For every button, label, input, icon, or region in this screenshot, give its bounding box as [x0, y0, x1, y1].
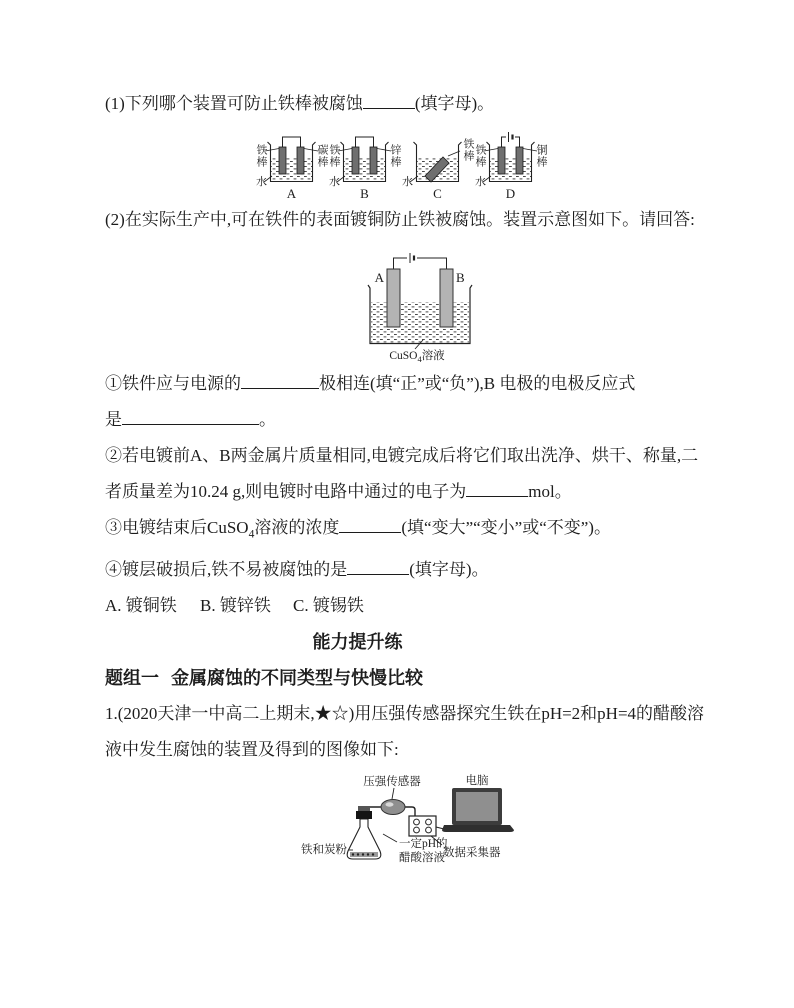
collector-port	[426, 827, 432, 833]
water-area	[271, 158, 312, 181]
solution-area	[371, 302, 469, 343]
sub-question-2-unit: mol。	[528, 482, 572, 501]
device-letter: B	[360, 186, 369, 201]
water-label: 水	[475, 176, 486, 188]
chem-subscript: 4	[248, 527, 255, 541]
left-rod-label: 铁棒	[474, 144, 486, 168]
fill-in-blank	[241, 371, 319, 389]
sub-question-2-line2	[105, 474, 714, 510]
device-C	[401, 126, 474, 202]
problem-1-line2	[105, 732, 714, 768]
apparatus-diagram	[295, 772, 545, 870]
question-1-text: (1)下列哪个装置可防止铁棒被腐蚀	[105, 94, 363, 113]
option-a: A. 镀铜铁	[105, 596, 177, 616]
laptop-base	[442, 825, 514, 832]
fill-in-blank	[339, 515, 401, 533]
collector-port	[414, 827, 420, 833]
corrosion-apparatus-figure	[295, 772, 545, 870]
problem-1-line1	[105, 696, 714, 732]
sub-question-2-text2: 者质量差为10.24 g,则电镀时电路中通过的电子为	[105, 482, 467, 501]
powder-dot	[367, 854, 369, 856]
wire	[515, 137, 520, 148]
fill-in-blank	[466, 479, 528, 497]
powder-dot	[352, 854, 354, 856]
stopper-top	[358, 806, 370, 811]
sub-question-3-text2: 溶液的浓度	[254, 518, 340, 537]
solution-label: CuSO$_4$溶液	[389, 350, 445, 362]
right-rod-label: 碳棒	[316, 144, 328, 168]
sensor-highlight	[386, 803, 394, 807]
device-D	[474, 126, 547, 202]
sub-question-3	[105, 510, 714, 552]
zinc-rod	[370, 147, 377, 174]
sub-question-4-text: ④镀层破损后,铁不易被腐蚀的是	[105, 560, 348, 580]
iron-rod	[352, 147, 359, 174]
device-B	[328, 126, 401, 202]
electrode-b-label: B	[456, 270, 465, 285]
problem-1-text2: 液中发生腐蚀的装置及得到的图像如下:	[105, 740, 399, 760]
sub-question-2-line1	[105, 438, 714, 474]
water-label: 水	[402, 176, 413, 188]
iron-rod	[279, 147, 286, 174]
stopper	[356, 811, 372, 819]
sub-question-3-text: ③电镀结束后CuSO	[105, 518, 249, 537]
sub-question-1-text: ①铁件应与电源的	[105, 374, 241, 393]
fill-in-blank	[122, 407, 259, 425]
device-letter: D	[505, 186, 516, 201]
option-c: C. 镀锡铁	[293, 596, 364, 616]
data-collector-label: 数据采集器	[443, 847, 501, 860]
collector-port	[414, 819, 420, 825]
options-row	[105, 588, 714, 624]
collector-port	[426, 819, 432, 825]
wire	[417, 258, 447, 269]
powder-dot	[357, 854, 359, 856]
powder-dot	[372, 854, 374, 856]
sub-question-1-line2-end: 。	[259, 410, 276, 429]
option-b: B. 镀锌铁	[200, 596, 271, 616]
sub-question-4-hint: (填字母)。	[409, 560, 489, 580]
problem-1-text: 1.(2020天津一中高二上期末,★☆)用压强传感器探究生铁在pH=2和pH=4的醋酸溶	[105, 704, 705, 724]
device-letter: C	[433, 186, 442, 201]
solution-label-line2: 醋酸溶液	[399, 852, 445, 865]
pointer-line	[392, 788, 394, 799]
electroplating-figure	[345, 248, 485, 362]
wire	[502, 137, 507, 148]
sub-question-1	[105, 366, 714, 402]
sub-question-1-line2-text: 是	[105, 410, 122, 429]
devices-figure	[255, 126, 547, 202]
pressure-sensor	[381, 800, 405, 815]
wire	[356, 137, 374, 148]
solution-label-line1: 一定pH的	[399, 838, 448, 851]
wire	[283, 137, 301, 148]
left-rod-label: 铁棒	[255, 144, 267, 168]
section-header: 能力提升练	[312, 632, 403, 653]
carbon-rod	[297, 147, 304, 174]
fill-in-blank	[347, 557, 409, 575]
pointer-line	[484, 149, 498, 152]
sub-question-4	[105, 552, 714, 588]
sub-question-3-hint: (填“变大”“变小”或“不变”)。	[401, 518, 611, 537]
question-1-hint: (填字母)。	[414, 94, 495, 113]
laptop-display	[456, 792, 498, 821]
pointer-line	[383, 834, 397, 842]
pressure-sensor-label: 压强传感器	[363, 776, 421, 789]
fill-in-blank	[363, 91, 415, 109]
electrode-a-label: A	[374, 270, 384, 285]
wire	[394, 258, 408, 269]
question-1	[105, 86, 714, 122]
question-2-text: (2)在实际生产中,可在铁件的表面镀铜防止铁被腐蚀。装置示意图如下。请回答:	[105, 210, 695, 229]
copper-rod	[516, 147, 523, 174]
topic-group-number: 题组一	[105, 668, 159, 689]
iron-rod-label: 铁棒	[462, 138, 474, 162]
data-collector	[409, 816, 436, 836]
topic-group-title	[105, 660, 714, 696]
left-rod-label: 铁棒	[328, 144, 340, 168]
water-area	[490, 158, 531, 181]
powder-dot	[362, 854, 364, 856]
water-area	[344, 158, 385, 181]
sub-question-1-line2	[105, 402, 714, 438]
water-label: 水	[329, 176, 340, 188]
electrode-a	[387, 269, 400, 327]
pointer-line	[265, 149, 279, 152]
sub-question-2-text: ②若电镀前A、B两金属片质量相同,电镀完成后将它们取出洗净、烘干、称量,二	[105, 446, 699, 465]
right-rod-label: 锌棒	[389, 144, 401, 168]
flask-contents-label: 铁和炭粉	[301, 844, 347, 857]
topic-group-name: 金属腐蚀的不同类型与快慢比较	[171, 668, 423, 689]
electrode-b	[440, 269, 453, 327]
pointer-line	[338, 149, 352, 152]
computer-label: 电脑	[465, 775, 489, 788]
electroplating-diagram	[345, 248, 485, 362]
sub-question-1-text2: 极相连(填“正”或“负”),B 电极的电极反应式	[319, 374, 636, 393]
right-rod-label: 铜棒	[535, 144, 547, 168]
device-A	[255, 126, 328, 202]
water-label: 水	[256, 176, 267, 188]
iron-rod	[498, 147, 505, 174]
device-letter: A	[286, 186, 297, 201]
question-2	[105, 202, 714, 238]
